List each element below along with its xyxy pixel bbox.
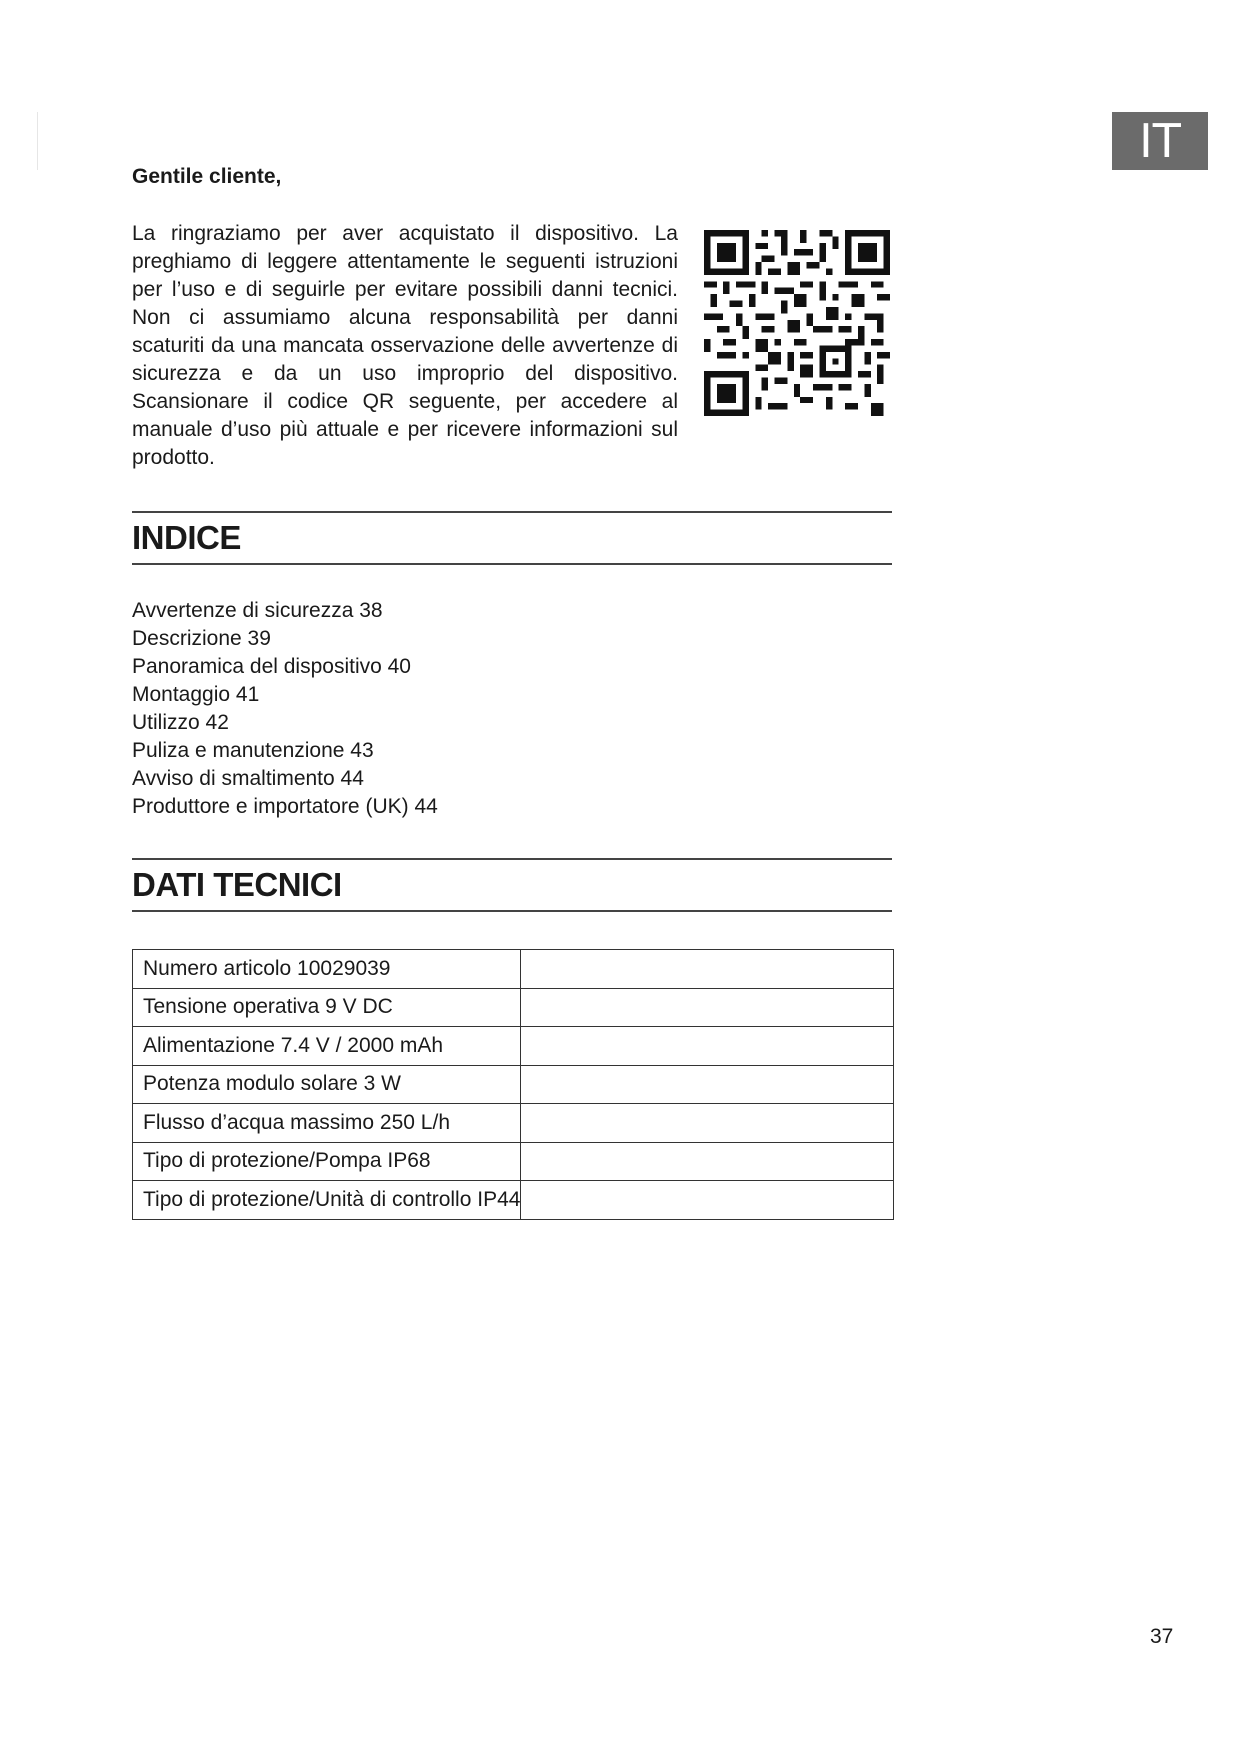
toc-item: Avvertenze di sicurezza 38 [132,599,383,622]
spec-cell: Alimentazione 7.4 V / 2000 mAh [133,1027,521,1066]
index-heading: INDICE [132,519,241,556]
table-of-contents [132,597,438,821]
spec-cell: Tipo di protezione/Pompa IP68 [133,1142,521,1181]
spec-value-cell [521,1065,894,1104]
spec-cell: Numero articolo 10029039 [133,950,521,989]
table-row [133,988,894,1027]
table-row [133,1065,894,1104]
margin-line [37,112,38,170]
greeting: Gentile cliente, [132,165,282,188]
spec-cell: Potenza modulo solare 3 W [133,1065,521,1104]
toc-item: Panoramica del dispositivo 40 [132,655,411,678]
toc-item: Montaggio 41 [132,683,260,706]
spec-cell: Flusso d’acqua massimo 250 L/h [133,1104,521,1143]
table-row [133,1181,894,1220]
table-row [133,1104,894,1143]
spec-value-cell [521,1027,894,1066]
spec-value-cell [521,950,894,989]
spec-value-cell [521,1142,894,1181]
toc-item: Utilizzo 42 [132,711,229,734]
spec-value-cell [521,1104,894,1143]
technical-section-header [132,858,892,912]
table-row [133,1027,894,1066]
qr-code[interactable] [704,230,890,416]
toc-item: Avviso di smaltimento 44 [132,767,364,790]
spec-value-cell [521,1181,894,1220]
table-row [133,1142,894,1181]
intro-paragraph: La ringraziamo per aver acquistato il dispositivo. La preghiamo di leggere attentamente le seguenti istruzioni per l’uso e di seguirle per evitare possibili danni tecnici. Non ci assumiamo alcuna responsabilità per danni scaturiti da una mancata osservazione delle avvertenze di sicurezza e da un uso improprio del dispositivo. Scansionare il codice QR seguente, per accedere al manuale d’uso più attuale e per ricevere informazioni sul prodotto. [132,222,678,469]
toc-item: Produttore e importatore (UK) 44 [132,795,438,818]
spec-cell: Tipo di protezione/Unità di controllo IP44 [133,1181,521,1220]
technical-heading: DATI TECNICI [132,866,342,903]
table-row [133,950,894,989]
index-section-header [132,511,892,565]
spec-cell: Tensione operativa 9 V DC [133,988,521,1027]
spec-value-cell [521,988,894,1027]
technical-data-table [132,949,894,1220]
language-tab: IT [1112,112,1208,170]
page-number: 37 [1150,1625,1174,1648]
toc-item: Puliza e manutenzione 43 [132,739,374,762]
toc-item: Descrizione 39 [132,627,271,650]
